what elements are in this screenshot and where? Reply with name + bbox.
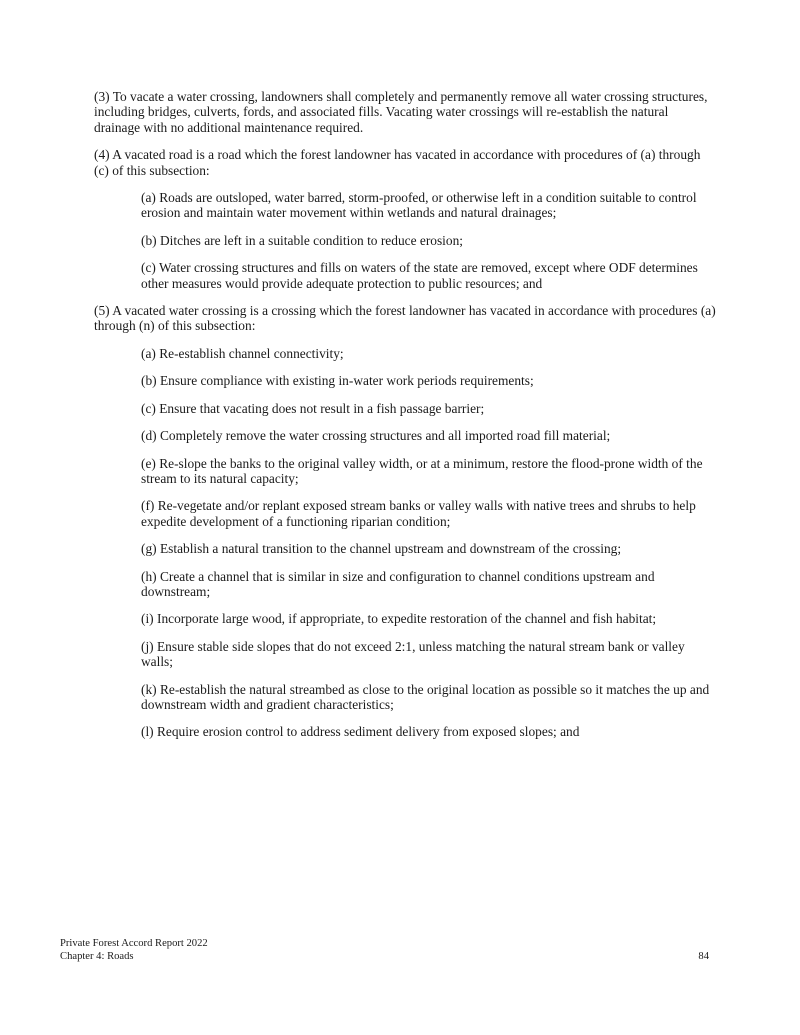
item-5d: (d) Completely remove the water crossing structures and all imported road fill material; [141, 428, 611, 444]
item-4c: (c) Water crossing structures and fills on waters of the state are removed, except where ODF determines other measures would provide adequate protection to public resources; and [141, 260, 698, 291]
document-body [94, 89, 716, 752]
item-5h: (h) Create a channel that is similar in size and configuration to channel conditions upstream and downstream; [141, 568, 655, 599]
item-5l: (l) Require erosion control to address sediment delivery from exposed slopes; and [141, 724, 580, 740]
item-4b: (b) Ditches are left in a suitable condition to reduce erosion; [141, 232, 464, 248]
item-4a: (a) Roads are outsloped, water barred, storm-proofed, or otherwise left in a condition suitable to control erosion and maintain water movement within wetlands and natural drainages; [141, 190, 697, 221]
footer-report-title: Private Forest Accord Report 2022 [60, 938, 208, 949]
page-number: 84 [698, 951, 709, 962]
item-5g: (g) Establish a natural transition to the channel upstream and downstream of the crossing; [141, 541, 622, 557]
page-footer [60, 938, 208, 963]
item-5j: (j) Ensure stable side slopes that do not exceed 2:1, unless matching the natural stream bank or valley walls; [141, 638, 685, 670]
footer-chapter: Chapter 4: Roads [60, 950, 134, 962]
item-5c: (c) Ensure that vacating does not result in a fish passage barrier; [141, 400, 485, 416]
item-5e: (e) Re-slope the banks to the original valley width, or at a minimum, restore the flood-prone width of the stream to its natural capacity; [141, 455, 703, 486]
item-5k: (k) Re-establish the natural streambed as close to the original location as possible so it matches the up and downstream width and gradient characteristics; [141, 681, 710, 712]
paragraph-3: (3) To vacate a water crossing, landowners shall completely and permanently remove all water crossing structures, including bridges, culverts, fords, and associated fills. Vacating water crossings will re-establish the natural drainage with no additional maintenance required. [94, 89, 708, 135]
item-5f: (f) Re-vegetate and/or replant exposed stream banks or valley walls with native trees and shrubs to help expedite development of a functioning riparian condition; [141, 498, 696, 529]
item-5a: (a) Re-establish channel connectivity; [141, 345, 344, 361]
item-5i: (i) Incorporate large wood, if appropriate, to expedite restoration of the channel and fish habitat; [141, 611, 657, 627]
paragraph-5: (5) A vacated water crossing is a crossing which the forest landowner has vacated in accordance with procedures (a) through (n) of this subsection: [94, 303, 716, 334]
item-5b: (b) Ensure compliance with existing in-water work periods requirements; [141, 373, 534, 389]
paragraph-4: (4) A vacated road is a road which the forest landowner has vacated in accordance with procedures of (a) through (c) of this subsection: [94, 147, 701, 178]
